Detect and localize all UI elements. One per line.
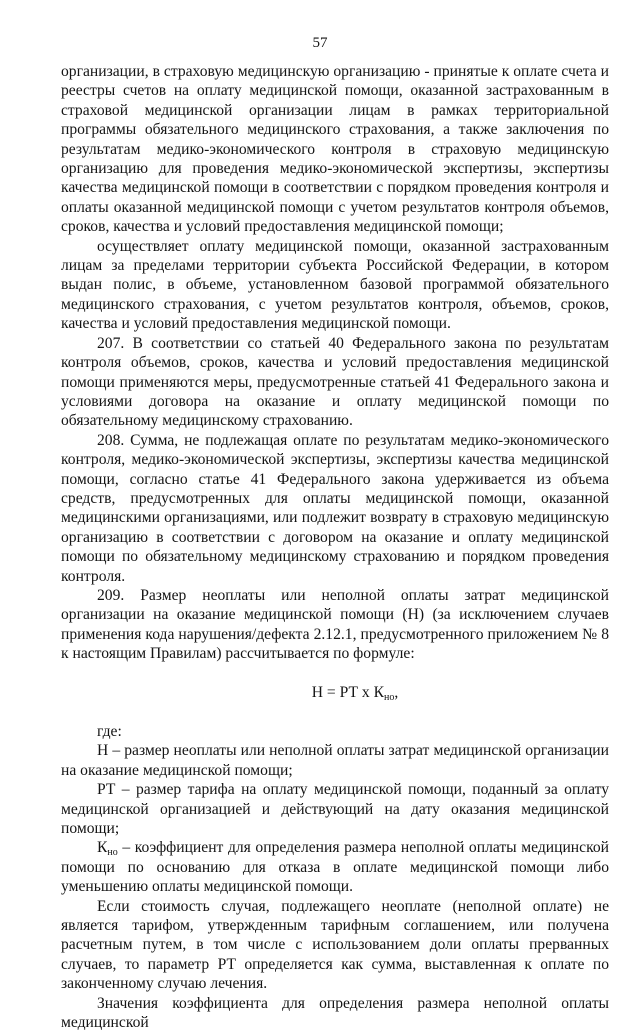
where-label: где:: [97, 723, 122, 740]
paragraph-209: 209. Размер неоплаты или неполной оплаты затрат медицинской организации на оказание медицинской помощи (Н) (за исключением случаев применения кода нарушения/дефекта 2.12.1, предусмотренного приложением № 8 к настоящим Правилам) рассчитывается по формуле:: [61, 586, 609, 663]
formula-main: Н = РТ х К: [311, 683, 384, 701]
definition-k-text: – коэффициент для определения размера неполной оплаты медицинской помощи по основанию для отказа в оплате медицинской помощи либо уменьшению оплаты медицинской помощи.: [61, 839, 609, 896]
formula-subscript: но: [383, 691, 395, 703]
definition-k-subscript: но: [107, 847, 118, 859]
definition-k: [61, 838, 609, 896]
paragraph-coefficient-values: Значения коэффициента для определения размера неполной оплаты медицинской: [61, 994, 609, 1032]
paragraph-207: 207. В соответствии со статьей 40 Федерального закона по результатам контроля объемов, сроков, качества и условий предоставления медицинской помощи применяются меры, предусмотренные статьей 41 Федерального закона и условиями договора на оказание и оплату медицинской помощи по обязательному медицинскому страхованию.: [61, 334, 609, 430]
paragraph-continuation: организации, в страховую медицинскую организацию - принятые к оплате счета и реестры счетов на оплату медицинской помощи, оказанной застрахованным в страховой медицинской организации лицам в рамках территориальной программы обязательного медицинского страхования, а также заключения по результатам медико-экономического контроля в страховую медицинскую организацию для проведения медико-экономической экспертизы, экспертизы качества медицинской помощи в соответствии с порядком проведения контроля и оплаты оказанной медицинской помощи с учетом результатов контроля объемов, сроков, качества и условий предоставления медицинской помощи;: [61, 63, 609, 236]
definition-n: Н – размер неоплаты или неполной оплаты затрат медицинской организации на оказание медицинской помощи;: [61, 742, 609, 779]
paragraph-payment-outside-territory: осуществляет оплату медицинской помощи, оказанной застрахованным лицам за пределами территории субъекта Российской Федерации, в котором выдан полис, в объеме, установленном базовой программой обязательного медицинского страхования, с учетом результатов контроля, объемов, сроков, качества и условий предоставления медицинской помощи.: [61, 237, 609, 333]
formula-trail: ,: [394, 683, 399, 701]
formula: [61, 683, 609, 702]
definition-k-symbol: К: [97, 839, 108, 857]
page-body: [61, 62, 609, 1033]
paragraph-208: 208. Сумма, не подлежащая оплате по результатам медико-экономического контроля, медико-экономической экспертизы, экспертизы качества медицинской помощи, согласно статье 41 Федерального закона удерживается из объема средств, предусмотренных для оплаты медицинской помощи, оказанной медицинскими организациями, или подлежит возврату в страховую медицинскую организацию в соответствии с договором на оказание и оплату медицинской помощи по обязательному медицинскому страхованию и порядком проведения контроля.: [61, 431, 609, 585]
page-number: 57: [312, 35, 328, 51]
paragraph-case-cost: Если стоимость случая, подлежащего неоплате (неполной оплате) не является тарифом, утвержденным тарифным соглашением, или получена расчетным путем, в том числе с использованием доли оплаты прерванных случаев, то параметр РТ определяется как сумма, выставленная к оплате по законченному случаю лечения.: [61, 897, 609, 993]
definition-rt: РТ – размер тарифа на оплату медицинской помощи, поданный за оплату медицинской организацией и действующий на дату оказания медицинской помощи;: [61, 781, 609, 838]
